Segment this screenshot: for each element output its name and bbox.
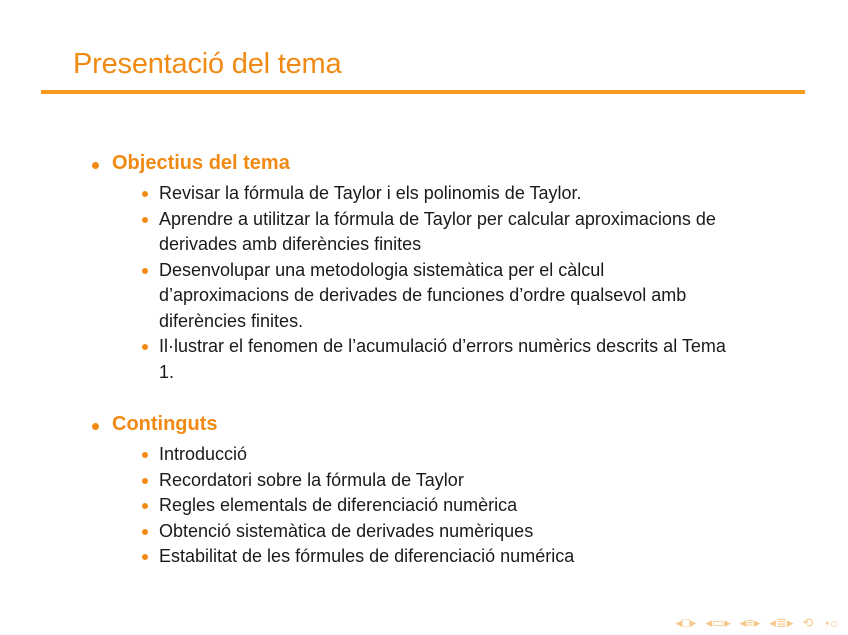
section-bullet-icon — [92, 423, 99, 430]
nav-first-icon[interactable]: ◂□▸ — [675, 615, 697, 630]
list-item: Regles elementals de diferenciació numèrica — [92, 493, 732, 519]
list-item: Estabilitat de les fórmules de diferenciació numérica — [92, 544, 732, 570]
section-heading: Objectius del tema — [112, 152, 290, 174]
contents-list — [92, 442, 732, 570]
nav-undo-icon[interactable]: ◔○ — [822, 615, 838, 631]
bullet-icon — [142, 268, 148, 274]
list-item: Introducció — [92, 442, 732, 468]
bullet-icon — [142, 217, 148, 223]
nav-prev-subsection-icon[interactable]: ◂≡▸ — [739, 615, 761, 630]
nav-prev-section-icon[interactable]: ◂≣▸ — [769, 615, 794, 630]
bullet-icon — [142, 554, 148, 560]
bullet-icon — [142, 344, 148, 350]
bullet-icon — [142, 191, 148, 197]
objectives-list — [92, 181, 732, 385]
title-underline — [41, 90, 805, 94]
list-item: Desenvolupar una metodologia sistemàtica per el càlcul d’aproximacions de derivades de funciones d’ordre qualsevol amb diferències finites. — [92, 258, 732, 335]
section-bullet-icon — [92, 162, 99, 169]
list-item: Obtenció sistemàtica de derivades numèriques — [92, 519, 732, 545]
list-item: Aprendre a utilitzar la fórmula de Taylor per calcular aproximacions de derivades amb diferències finites — [92, 207, 732, 258]
bullet-icon — [142, 503, 148, 509]
bullet-icon — [142, 529, 148, 535]
section-contents — [92, 413, 732, 570]
list-item: Revisar la fórmula de Taylor i els polinomis de Taylor. — [92, 181, 732, 207]
slide-title: Presentació del tema — [73, 48, 342, 80]
navigation-symbols — [676, 615, 838, 631]
list-item: Il·lustrar el fenomen de l’acumulació d’errors numèrics descrits al Tema 1. — [92, 334, 732, 385]
section-heading: Continguts — [112, 413, 218, 435]
bullet-icon — [142, 452, 148, 458]
nav-search-icon[interactable]: ⟲ — [802, 615, 814, 630]
bullet-icon — [142, 478, 148, 484]
section-objectives — [92, 152, 732, 385]
nav-prev-frame-icon[interactable]: ◂▭▸ — [705, 615, 731, 630]
list-item: Recordatori sobre la fórmula de Taylor — [92, 468, 732, 494]
